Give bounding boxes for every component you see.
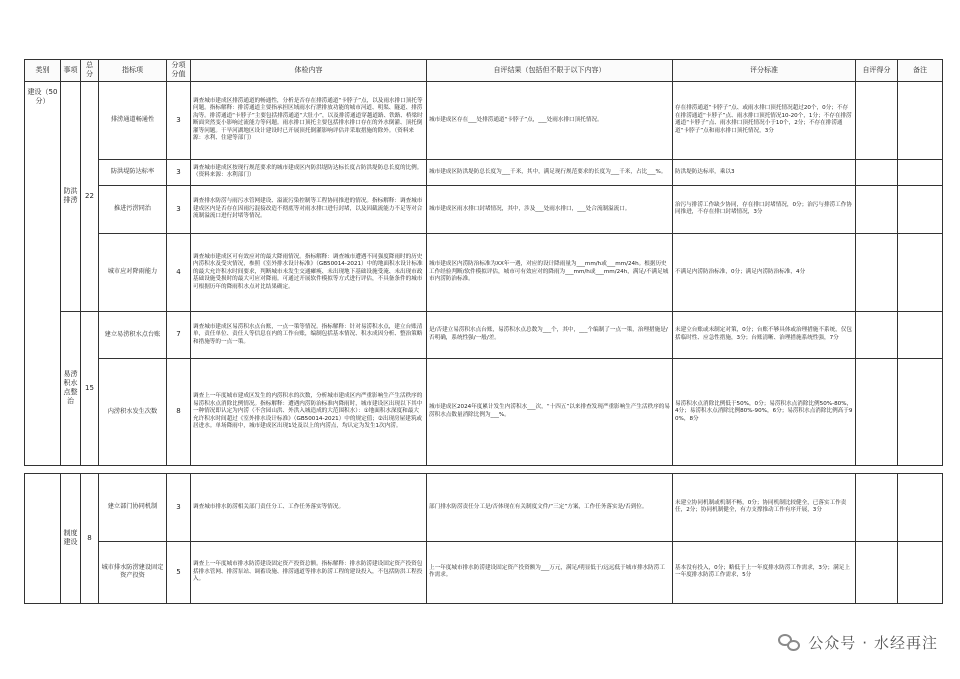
self-score-cell[interactable] (856, 473, 898, 541)
header-criteria: 评分标准 (673, 60, 856, 82)
remark-cell[interactable] (898, 159, 943, 185)
table-gap-row (25, 465, 943, 473)
self-score-cell[interactable] (856, 311, 898, 358)
criteria-cell: 基本没有投入，0分；略低于上一年度排水防涝工作需求，3分；满足上一年度排水防涝工作需求，5分 (673, 541, 856, 603)
criteria-cell: 存在排涝通道“卡脖子”点、或雨水排口顶托情况超过20个，0分；不存在排涝通道“卡脖子”点、雨水排口顶托情况10-20个，1分；不存在排涝通道“卡脖子”点、雨水排口顶托情况小于10个，2分；不存在排涝通道“卡脖子”点和雨水排口顶托情况，3分 (673, 81, 856, 159)
self-eval-cell: 是/否建立易涝积水点台账，易涝积水点总数为___个，其中，___个编制了一点一策，治理措施是/否明确，系统性强/一般/差。 (427, 311, 673, 358)
score-cell: 3 (167, 159, 191, 185)
score-cell: 3 (167, 473, 191, 541)
criteria-cell: 不满足内涝防治标准，0分；满足内涝防治标准，4分 (673, 233, 856, 311)
self-eval-cell: 城市建成区2024年度累计发生内涝积水___次，“十四五”以来排查发现严重影响生产生活秩序的易涝积水点数量消除比例为___%。 (427, 358, 673, 465)
self-eval-cell: 城市建成区防洪堤防总长度为___千米，其中，满足现行规范要求的长度为___千米，占比___%。 (427, 159, 673, 185)
self-score-cell[interactable] (856, 159, 898, 185)
self-eval-cell: 城市建成区存在___处排涝通道“卡脖子”点，___处雨水排口顶托情况。 (427, 81, 673, 159)
remark-cell[interactable] (898, 541, 943, 603)
remark-cell[interactable] (898, 233, 943, 311)
score-cell: 3 (167, 185, 191, 233)
indicator-cell: 建立部门协同机制 (99, 473, 167, 541)
criteria-cell: 未建立协同机制或机制不畅，0分；协同机制比较健全，已落实工作责任，2分；协同机制健全，有力支撑推动工作有序开展，3分 (673, 473, 856, 541)
indicator-cell: 城市应对降雨能力 (99, 233, 167, 311)
self-eval-cell: 部门排水防涝责任分工是/否体现在有关制度文件/“三定”方案，工作任务落实是/否到位。 (427, 473, 673, 541)
score-cell: 7 (167, 311, 191, 358)
content-cell: 调查排水防涝与雨污水管网建设、溢流污染控制等工程协同推进的情况。指标解释：调查城市建成区内是否存在因雨污混接改造不彻底等对雨水排口进行封堵，以及因截流能力不足等对合流制溢流口进行封堵等情况。 (191, 185, 427, 233)
self-score-cell[interactable] (856, 233, 898, 311)
indicator-cell: 内涝积水发生次数 (99, 358, 167, 465)
indicator-cell: 推进污涝同治 (99, 185, 167, 233)
evaluation-table (24, 59, 943, 604)
header-self-score: 自评得分 (856, 60, 898, 82)
table-row (25, 185, 943, 233)
table-row (25, 233, 943, 311)
indicator-cell: 城市排水防涝建设固定资产投资 (99, 541, 167, 603)
score-cell: 5 (167, 541, 191, 603)
indicator-cell: 排涝通道畅通性 (99, 81, 167, 159)
section-name: 制度建设 (61, 473, 81, 603)
section-name: 易涝积水点整治 (61, 311, 81, 465)
category-cell: 建设（50分） (25, 81, 61, 465)
criteria-cell: 防洪堤防达标率，乘以3 (673, 159, 856, 185)
watermark-prefix: 公众号 (808, 634, 857, 652)
content-cell: 调查城市建成区排涝通道的畅通性，分析是否存在排涝通道“卡脖子”点，以及雨水排口顶托等问题。指标解释：排涝通道主要指承担区域雨水行泄排放功能的城市河道、明渠、隧道、排涝沟等。排涝通道“卡脖子”主要包括排涝通道“大肚小”，以及排涝通道穿越道路、铁路、桥梁时断面突然变小影响过流能力等问题。雨水排口顶托主要包括排水排口存在的外水倒灌、顶托倒灌等问题。干旱河湖地区设计建设时已开展顶托倒灌影响评估并采取措施的除外。（资料来源：水利、住建等部门） (191, 81, 427, 159)
wechat-icon (778, 633, 802, 653)
section-name: 防洪排涝 (61, 81, 81, 311)
header-indicator: 指标项 (99, 60, 167, 82)
remark-cell[interactable] (898, 311, 943, 358)
remark-cell[interactable] (898, 473, 943, 541)
header-self-eval: 自评结果（包括但不限于以下内容） (427, 60, 673, 82)
header-category: 类别 (25, 60, 61, 82)
header-subscore: 分项分值 (167, 60, 191, 82)
watermark-name: 水经再注 (873, 634, 938, 652)
table-row (25, 311, 943, 358)
header-remark: 备注 (898, 60, 943, 82)
score-cell: 3 (167, 81, 191, 159)
score-cell: 4 (167, 233, 191, 311)
table-row (25, 473, 943, 541)
table-row (25, 358, 943, 465)
criteria-cell: 易涝积水点消除比例低于50%，0分；易涝积水点消除比例50%-80%，4分；易涝积水点消除比例80%-90%，6分；易涝积水点消除比例高于90%，8分 (673, 358, 856, 465)
criteria-cell: 治污与排涝工作缺少协同，存在排口封堵情况，0分；治污与排涝工作协同推进，不存在排口封堵情况，3分 (673, 185, 856, 233)
wechat-watermark (778, 632, 938, 653)
header-item: 事项 (61, 60, 81, 82)
table-gap (25, 465, 943, 473)
watermark-sep: · (862, 633, 868, 652)
self-eval-cell: 城市建成区内涝防治标准为XX年一遇，对应的设计降雨量为___mm/h或___mm/24h。根据历史工作经验判断/软件模拟评估，城市可有效应对的降雨为___mm/h或___mm/24h，满足/不满足城市内涝防治标准。 (427, 233, 673, 311)
content-cell: 调查城市建成区易涝积水点台账，一点一策等情况。指标解释：针对易涝积水点，建立台账清单，责任单位、责任人等信息在内的工作台账，编制包括基本情况、积水成因分析、整治策略和措施等的一点一策。 (191, 311, 427, 358)
self-score-cell[interactable] (856, 81, 898, 159)
content-cell: 调查上一年度城市建成区发生的内涝积水的次数，分析城市建成区内严重影响生产生活秩序的易涝积水点消除比例情况。指标解释：遭遇内涝防治标准内降雨时，城市建设区出现以下其中一种情况即认定为内涝（不含园山洪、外洪入城造成的大范围积水）：①地面积水深度和最大允许积水时间超过《室外排水设计标准》（GB50014-2021）中的规定值；②出现房屋建筑或居进水。单场降雨中，城市建成区出现1处及以上的内涝点，均认定为发生1次内涝。 (191, 358, 427, 465)
self-eval-cell: 城市建成区雨水排口封堵情况，其中，涉及___处雨水排口，___处合流制溢流口。 (427, 185, 673, 233)
self-eval-cell: 上一年度城市排水防涝建设固定资产投资额为___万元，满足/明显低于/远远低于城市排水防涝工作需求。 (427, 541, 673, 603)
remark-cell[interactable] (898, 358, 943, 465)
table-row (25, 159, 943, 185)
indicator-cell: 防洪堤防达标率 (99, 159, 167, 185)
header-total: 总分 (81, 60, 99, 82)
content-cell: 调查城市建成区按现行规范要求的城市建成区内防洪堤防达标长度占防洪堤防总长度的比例。（资料来源：水利部门） (191, 159, 427, 185)
table-header-row (25, 60, 943, 82)
self-score-cell[interactable] (856, 185, 898, 233)
indicator-cell: 建立易涝积水点台账 (99, 311, 167, 358)
header-content: 体检内容 (191, 60, 427, 82)
section-total: 8 (81, 473, 99, 603)
table-row (25, 541, 943, 603)
table-row (25, 81, 943, 159)
content-cell: 调查上一年度城市排水防涝建设固定资产投资总额。指标解释：排水防涝建设固定资产投资包括排水管网、排涝泵站、调蓄设施、排涝通道等排水防涝工程的建设投入，不包括防洪工程投入。 (191, 541, 427, 603)
score-cell: 8 (167, 358, 191, 465)
section-total: 22 (81, 81, 99, 311)
self-score-cell[interactable] (856, 541, 898, 603)
content-cell: 调查城市建成区可有效应对的最大降雨情况。指标解释：调查城市遭遇不同强度降雨时的历史内涝积水及受灾情况，参照《室外排水设计标准》（GB50014-2021）中的地面积水设计标准的最大允许积水时间要求，判断城市未发生交通瘫痪、未出现地下基础设施受淹、未出现市政基础设施受损时的最大可应对降雨。可通过开展软件模拟等方式进行评估，不具备条件的城市可根据历年的降雨积水点对比结果确定。 (191, 233, 427, 311)
remark-cell[interactable] (898, 81, 943, 159)
content-cell: 调查城市排水防涝相关部门责任分工、工作任务落实等情况。 (191, 473, 427, 541)
criteria-cell: 未建立台账或未制定对策，0分；台账不够具体或治理措施不系统，仅包括临时性、应急性措施，3分；台账清晰、治理措施系统性强，7分 (673, 311, 856, 358)
evaluation-table-sheet (24, 59, 942, 619)
self-score-cell[interactable] (856, 358, 898, 465)
category-cell-empty (25, 473, 61, 603)
section-total: 15 (81, 311, 99, 465)
remark-cell[interactable] (898, 185, 943, 233)
